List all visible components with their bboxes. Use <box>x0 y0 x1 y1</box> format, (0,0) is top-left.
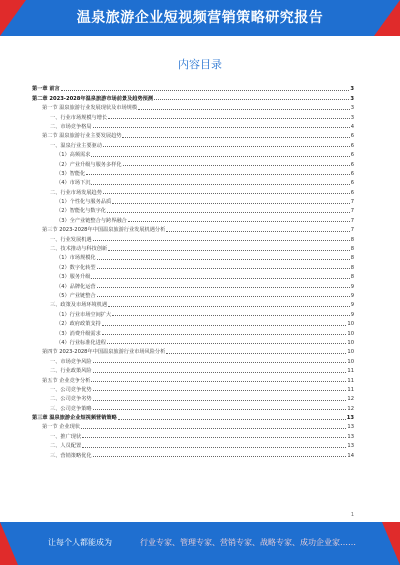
toc-entry-page: 6 <box>350 180 354 187</box>
toc-entry[interactable] <box>32 384 354 393</box>
toc-entry-label: 三、政策及市场环境机遇 <box>50 302 108 309</box>
toc-entry[interactable] <box>32 224 354 233</box>
toc-entry[interactable] <box>32 205 354 214</box>
toc-entry-label: 二、行业政策风险 <box>50 368 92 375</box>
toc-entry-page: 8 <box>350 264 354 271</box>
toc-entry-label: 第二节 温泉旅游行业主要发展趋势 <box>42 133 122 140</box>
toc-entry[interactable] <box>32 290 354 299</box>
toc-entry-label: 一、行业市场规模与增长 <box>50 114 108 121</box>
toc-entry-page: 14 <box>347 452 354 459</box>
toc-entry-page: 7 <box>350 227 354 234</box>
toc-leader-dots <box>108 250 350 251</box>
toc-entry[interactable] <box>32 158 354 167</box>
toc-entry[interactable] <box>32 299 354 308</box>
toc-entry[interactable] <box>32 430 354 439</box>
toc-entry-label: （1）个性化与服务品质 <box>56 199 112 206</box>
toc-entry-page: 7 <box>350 199 354 206</box>
page-number: 1 <box>350 512 354 518</box>
toc-entry[interactable] <box>32 149 354 158</box>
toc-entry-label: 第一节 温泉旅游行业发展现状及市场规模 <box>42 105 138 112</box>
toc-leader-dots <box>154 99 349 100</box>
toc-entry[interactable] <box>32 327 354 336</box>
toc-entry[interactable] <box>32 243 354 252</box>
toc-entry-page: 6 <box>350 161 354 168</box>
toc-entry-label: 第三章 温泉旅游企业短视频营销策略 <box>32 415 117 422</box>
toc-entry-page: 11 <box>347 386 354 393</box>
toc-entry-page: 6 <box>350 152 354 159</box>
toc-entry[interactable] <box>32 440 354 449</box>
toc-leader-dots <box>82 437 346 438</box>
toc-entry[interactable] <box>32 365 354 374</box>
toc-entry-page: 8 <box>350 236 354 243</box>
toc-entry-page: 3 <box>350 105 354 112</box>
toc-entry[interactable] <box>32 177 354 186</box>
toc-leader-dots <box>81 428 346 429</box>
toc-entry-page: 7 <box>350 208 354 215</box>
toc-entry[interactable] <box>32 196 354 205</box>
toc-entry-label: 二、市场竞争格局 <box>50 123 92 130</box>
toc-entry[interactable] <box>32 393 354 402</box>
toc-leader-dots <box>112 203 350 204</box>
toc-leader-dots <box>108 118 350 119</box>
toc-entry[interactable] <box>32 233 354 242</box>
toc-leader-dots <box>103 146 350 147</box>
toc-entry-page: 11 <box>347 377 354 384</box>
toc-leader-dots <box>86 174 349 175</box>
toc-entry-page: 13 <box>347 433 354 440</box>
toc-entry-label: 三、营销策略优化 <box>50 452 92 459</box>
toc-entry-page: 6 <box>350 170 354 177</box>
toc-entry-page: 9 <box>350 302 354 309</box>
toc-leader-dots <box>107 212 350 213</box>
toc-entry-label: （4）市场下沉 <box>56 180 91 187</box>
toc-leader-dots <box>97 259 350 260</box>
toc-entry-label: 二、人员配置 <box>50 443 82 450</box>
toc-entry[interactable] <box>32 374 354 383</box>
toc-leader-dots <box>93 409 347 410</box>
toc-entry-page: 9 <box>350 292 354 299</box>
toc-leader-dots <box>122 137 349 138</box>
toc-entry-page: 8 <box>350 274 354 281</box>
toc-entry-page: 7 <box>350 217 354 224</box>
toc-entry[interactable] <box>32 92 354 101</box>
toc-entry-label: 第二章 2023-2028年温泉旅游市场前景及趋势预测 <box>32 95 154 102</box>
toc-entry[interactable] <box>32 139 354 148</box>
toc-leader-dots <box>102 325 347 326</box>
toc-entry-label: （2）智能化与数字化 <box>56 208 106 215</box>
toc-entry[interactable] <box>32 130 354 139</box>
toc-entry[interactable] <box>32 346 354 355</box>
toc-entry[interactable] <box>32 421 354 430</box>
bottom-banner <box>0 522 400 565</box>
footer-slogan-right: 行业专家、管理专家、营销专家、战略专家、成功企业家…… <box>140 538 356 547</box>
toc-entry[interactable] <box>32 168 354 177</box>
toc-entry-label: （3）全产业链整合与跨界融合 <box>56 217 127 224</box>
toc-leader-dots <box>128 221 350 222</box>
toc-entry-label: （1）市场规模化 <box>56 255 96 262</box>
toc-leader-dots <box>97 287 350 288</box>
top-banner <box>0 0 400 36</box>
toc-entry-label: 一、公司竞争优势 <box>50 386 92 393</box>
toc-entry-page: 10 <box>347 321 354 328</box>
toc-leader-dots <box>97 268 350 269</box>
toc-leader-dots <box>61 90 350 91</box>
toc-entry-page: 8 <box>350 246 354 253</box>
toc-entry-page: 4 <box>350 123 354 130</box>
toc-entry[interactable] <box>32 252 354 261</box>
toc-leader-dots <box>166 231 349 232</box>
toc-entry-page: 10 <box>347 339 354 346</box>
toc-entry-label: （3）消费升级需求 <box>56 330 101 337</box>
table-of-contents <box>32 83 354 459</box>
toc-entry-label: （1）高频需求 <box>56 152 91 159</box>
toc-entry-label: （4）品牌化运营 <box>56 283 96 290</box>
toc-entry-label: 二、技术推动与科技创新 <box>50 246 108 253</box>
toc-entry-page: 3 <box>350 95 354 102</box>
toc-entry-label: 第四节 2023-2028年中国温泉旅游行业市场风险分析 <box>42 349 166 356</box>
toc-leader-dots <box>93 362 347 363</box>
toc-entry-page: 6 <box>350 189 354 196</box>
footer-accent-left <box>0 522 18 565</box>
toc-entry[interactable] <box>32 261 354 270</box>
toc-entry-label: （2）政府政策支持 <box>56 321 101 328</box>
toc-entry-label: 一、市场竞争风险 <box>50 358 92 365</box>
toc-leader-dots <box>93 400 347 401</box>
toc-entry[interactable] <box>32 337 354 346</box>
toc-entry-page: 9 <box>350 311 354 318</box>
toc-entry[interactable] <box>32 83 354 92</box>
toc-leader-dots <box>97 296 350 297</box>
toc-entry-page: 9 <box>350 283 354 290</box>
toc-entry[interactable] <box>32 308 354 317</box>
toc-entry-label: 第五节 企业竞争分析 <box>42 377 91 384</box>
toc-entry-page: 3 <box>350 86 354 93</box>
toc-entry[interactable] <box>32 402 354 411</box>
toc-leader-dots <box>93 390 347 391</box>
toc-entry-label: （2）产业升级与服务多样化 <box>56 161 122 168</box>
toc-entry-label: 第一节 企业现状 <box>42 424 80 431</box>
toc-leader-dots <box>91 278 349 279</box>
toc-entry-label: 第一章 前言 <box>32 86 60 93</box>
toc-entry-label: （3）智能化 <box>56 170 86 177</box>
toc-entry-page: 6 <box>350 133 354 140</box>
toc-entry[interactable] <box>32 121 354 130</box>
toc-leader-dots <box>138 109 350 110</box>
toc-entry[interactable] <box>32 318 354 327</box>
toc-leader-dots <box>93 127 350 128</box>
toc-entry-label: 二、行业市场发展趋势 <box>50 189 102 196</box>
toc-entry-label: （3）服务升级 <box>56 274 91 281</box>
toc-entry-label: 一、温泉行业主要驱动 <box>50 142 102 149</box>
toc-leader-dots <box>91 156 349 157</box>
toc-leader-dots <box>112 315 350 316</box>
toc-leader-dots <box>103 193 350 194</box>
toc-entry-page: 8 <box>350 255 354 262</box>
toc-entry-page: 13 <box>347 424 354 431</box>
toc-leader-dots <box>102 334 347 335</box>
toc-entry-page: 12 <box>347 405 354 412</box>
toc-entry[interactable] <box>32 271 354 280</box>
toc-leader-dots <box>91 184 349 185</box>
toc-entry[interactable] <box>32 355 354 364</box>
toc-entry[interactable] <box>32 102 354 111</box>
toc-leader-dots <box>108 306 350 307</box>
toc-entry-label: 一、推广现状 <box>50 433 82 440</box>
toc-leader-dots <box>91 381 346 382</box>
toc-entry[interactable] <box>32 214 354 223</box>
toc-entry-label: （1）行业市场空间扩大 <box>56 311 112 318</box>
toc-entry-page: 11 <box>347 368 354 375</box>
toc-entry-label: 三、公司竞争策略 <box>50 405 92 412</box>
toc-entry-label: （4）行业标准化进程 <box>56 339 106 346</box>
toc-entry[interactable] <box>32 111 354 120</box>
toc-leader-dots <box>123 165 350 166</box>
toc-entry[interactable] <box>32 449 354 458</box>
toc-entry-page: 10 <box>347 330 354 337</box>
toc-entry[interactable] <box>32 280 354 289</box>
toc-heading: 内容目录 <box>178 58 222 71</box>
toc-entry-label: （5）产业链整合 <box>56 292 96 299</box>
toc-leader-dots <box>166 353 346 354</box>
toc-entry-page: 10 <box>347 358 354 365</box>
toc-entry-label: （2）数字化转型 <box>56 264 96 271</box>
toc-entry-page: 3 <box>350 114 354 121</box>
toc-leader-dots <box>93 372 347 373</box>
toc-leader-dots <box>118 419 346 420</box>
report-title: 温泉旅游企业短视频营销策略研究报告 <box>76 10 324 26</box>
toc-leader-dots <box>82 447 346 448</box>
footer-slogan-left: 让每个人都能成为 <box>48 538 112 547</box>
toc-leader-dots <box>107 343 346 344</box>
toc-entry[interactable] <box>32 186 354 195</box>
toc-entry-page: 6 <box>350 142 354 149</box>
footer-accent-right <box>382 522 400 565</box>
toc-entry-page: 13 <box>347 443 354 450</box>
toc-entry-label: 一、行业发展机遇 <box>50 236 92 243</box>
toc-entry-label: 二、公司竞争劣势 <box>50 396 92 403</box>
toc-entry-page: 12 <box>347 396 354 403</box>
toc-entry-page: 10 <box>347 349 354 356</box>
toc-entry-label: 第三节 2023-2028年中国温泉旅游行业发展机遇分析 <box>42 227 166 234</box>
toc-leader-dots <box>93 240 350 241</box>
toc-entry-page: 13 <box>346 415 354 422</box>
toc-leader-dots <box>93 456 347 457</box>
toc-entry[interactable] <box>32 412 354 421</box>
